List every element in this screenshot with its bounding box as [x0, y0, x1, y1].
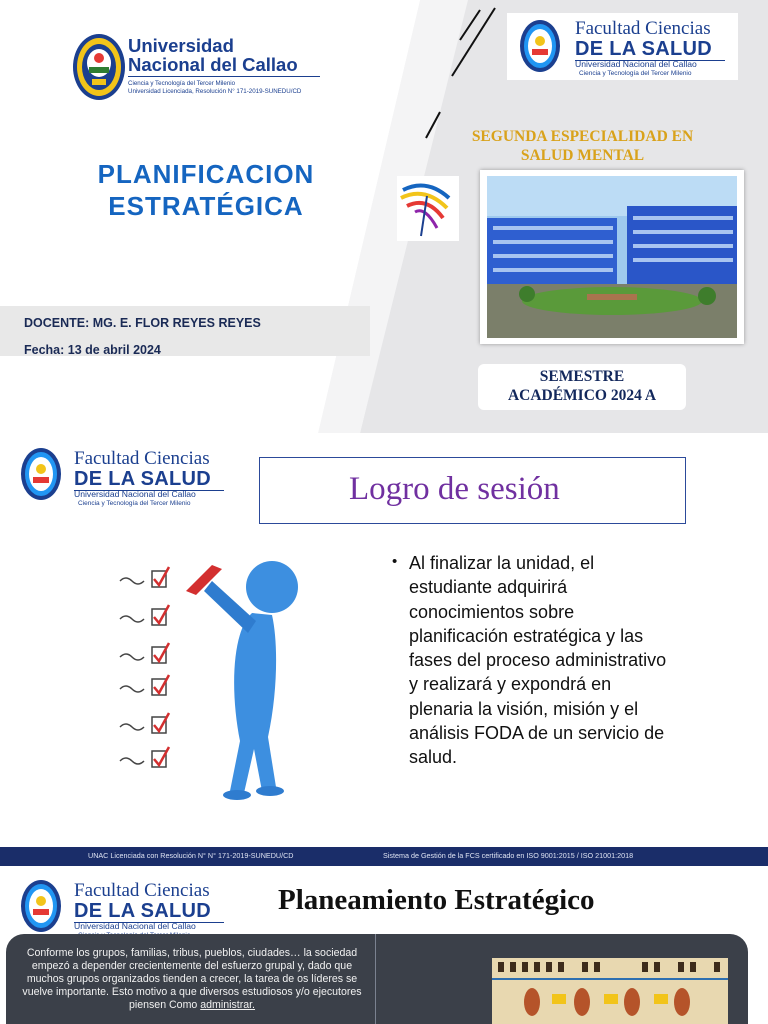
session-goal-slide	[0, 433, 768, 866]
title-slide	[0, 0, 768, 433]
university-name-line1: Universidad	[128, 35, 234, 56]
title-line1: PLANIFICACION	[97, 159, 315, 189]
panel-body-text: Conforme los grupos, familias, tribus, pueblos, ciudades… la sociedad empezó a depender crecientemente del esfuerzo grupal y, dado que muchos grupos organizados tienden a crecer, la tarea de os líderes se vuelve importante. Esto motivo a que diversos estudiosos y/o ejecutores piensen Como	[22, 947, 362, 1011]
panel-text	[14, 947, 370, 1012]
footer-license: UNAC Licenciada con Resolución N° N° 171-2019-SUNEDU/CD	[88, 851, 294, 860]
university-resolution: Universidad Licenciada, Resolución N° 171-2019-SUNEDU/CD	[128, 87, 302, 95]
faculty-seal-icon	[519, 19, 561, 73]
page-title	[76, 158, 336, 222]
faculty-logo	[18, 877, 233, 941]
footer-certification: Sistema de Gestión de la FCS certificado en ISO 9001:2015 / ISO 21001:2018	[383, 851, 634, 860]
faculty-seal-icon	[20, 879, 62, 933]
specialty-line2: SALUD MENTAL	[520, 147, 645, 164]
date-label: Fecha: 13 de abril 2024	[24, 343, 161, 357]
faculty-name-line2: DE LA SALUD	[575, 38, 713, 60]
faculty-name-line2: DE LA SALUD	[74, 468, 212, 490]
faculty-name-line1: Facultad Ciencias	[575, 18, 711, 39]
semester-label	[478, 367, 686, 405]
slide-heading: Logro de sesión	[349, 471, 560, 507]
campus-buildings-image	[487, 176, 737, 338]
faculty-name-line2: DE LA SALUD	[74, 900, 212, 922]
specialty-logo-icon	[397, 176, 459, 241]
university-motto: Ciencia y Tecnología del Tercer Milenio	[128, 80, 236, 87]
divider	[128, 76, 320, 77]
university-name	[128, 36, 298, 74]
strategic-planning-slide	[0, 866, 768, 1024]
faculty-motto: Ciencia y Tecnología del Tercer Milenio	[78, 500, 191, 507]
faculty-university: Universidad Nacional del Callao	[575, 59, 697, 69]
campus-photo	[480, 170, 744, 344]
specialty-title	[440, 127, 725, 165]
university-seal-icon	[72, 33, 126, 101]
bullet-text: Al finalizar la unidad, el estudiante adquirirá conocimientos sobre planificación estratégica y las fases del proceso administrativo y realizará y expondrá en plenaria la visión, misión y el análisis FODA de un servicio de salud.	[409, 553, 667, 768]
faculty-name-line1: Facultad Ciencias	[74, 880, 210, 901]
slide-heading: Planeamiento Estratégico	[278, 884, 595, 916]
university-name-line2: Nacional del Callao	[128, 54, 298, 75]
checklist-person-illustration	[112, 551, 317, 811]
faculty-logo-card	[507, 13, 738, 80]
semester-line2: ACADÉMICO 2024 A	[507, 387, 657, 404]
panel-divider	[375, 934, 376, 1024]
bullet-dot-icon: •	[392, 553, 398, 570]
specialty-line1: SEGUNDA ESPECIALIDAD EN	[471, 128, 694, 145]
faculty-university: Universidad Nacional del Callao	[74, 921, 196, 931]
semester-line1: SEMESTRE	[539, 368, 625, 385]
title-line2: ESTRATÉGICA	[108, 191, 304, 221]
university-subtitle	[128, 80, 301, 95]
faculty-name-line1: Facultad Ciencias	[74, 448, 210, 469]
egyptian-mural-image	[492, 958, 728, 1024]
administrar-link[interactable]: administrar.	[200, 999, 256, 1011]
teacher-name: DOCENTE: MG. E. FLOR REYES REYES	[24, 316, 261, 330]
faculty-logo	[18, 445, 233, 509]
faculty-motto: Ciencia y Tecnología del Tercer Milenio	[579, 70, 692, 77]
faculty-seal-icon	[20, 447, 62, 501]
faculty-university: Universidad Nacional del Callao	[74, 489, 196, 499]
